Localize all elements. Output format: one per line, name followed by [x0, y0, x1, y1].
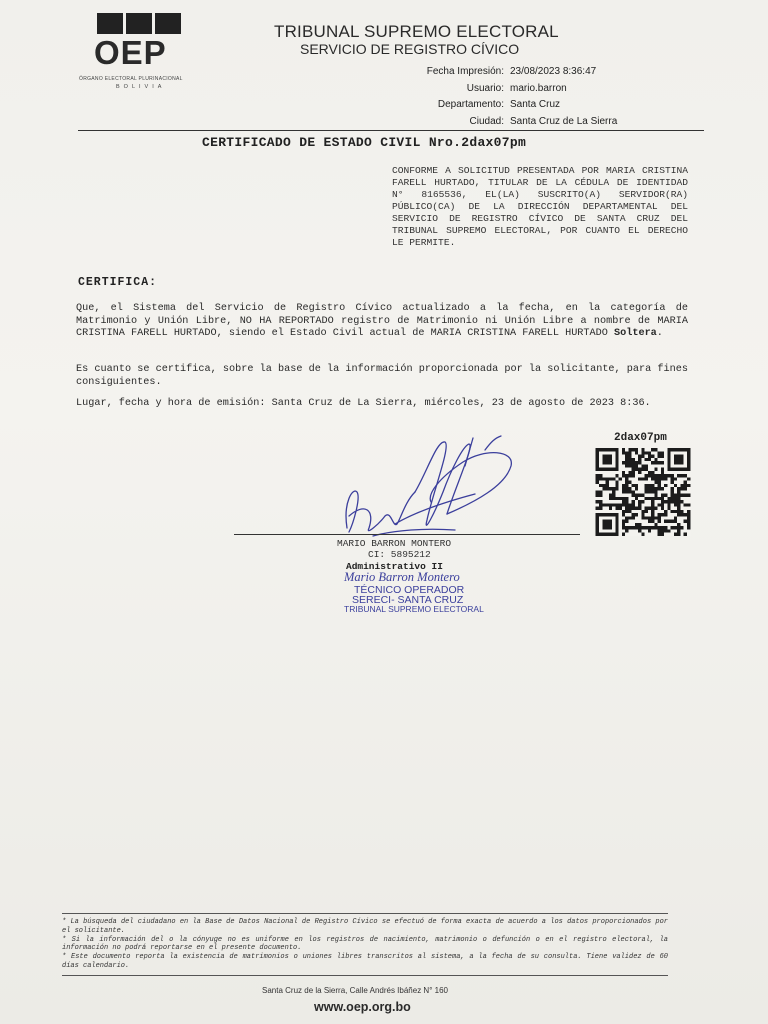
footnote-item: * Si la información del o la cónyuge no es uniforme en los registros de nacimiento, matrimonio o defunción o en el registro electoral, la información no podrá reportarse en el presente documento.: [62, 935, 668, 953]
footnote-item: * Este documento reporta la existencia de matrimonios o uniones libres transcritos al sistema, a la fecha de su consulta. Tiene validez de 60 días calendario.: [62, 953, 668, 970]
footer-website: www.oep.org.bo: [314, 1000, 411, 1014]
certification-end: .: [656, 328, 663, 339]
footnotes: [62, 918, 668, 971]
footnotes-divider-bottom: [62, 975, 668, 976]
signer-ci: CI: 5895212: [368, 549, 431, 560]
meta-value-usuario: mario.barron: [510, 83, 567, 94]
header-divider: [78, 130, 704, 131]
handwritten-signature-icon: [335, 432, 525, 544]
issue-place-date: Lugar, fecha y hora de emisión: Santa Cruz de La Sierra, miércoles, 23 de agosto de 2023 8:36.: [76, 398, 651, 409]
stamp-line2: SERECI- SANTA CRUZ: [352, 594, 464, 606]
signer-role: Administrativo II: [346, 561, 443, 572]
certification-text: Que, el Sistema del Servicio de Registro Cívico actualizado a la fecha, en la categoría de Matrimonio y Unión Libre, NO HA REPORTADO registro de Matrimonio ni Unión Libre a nombre de MARIA CRISTINA FARELL HURTADO, siendo el Estado Civil actual de MARIA CRISTINA FARELL HURTADO: [76, 303, 688, 339]
logo-subtitle: ÓRGANO ELECTORAL PLURINACIONAL: [79, 76, 183, 82]
signer-name: MARIO BARRON MONTERO: [337, 538, 452, 549]
certificate-title: CERTIFICADO DE ESTADO CIVIL Nro.2dax07pm: [202, 135, 527, 150]
meta-label-fecha: Fecha Impresión:: [426, 66, 504, 77]
org-subtitle: SERVICIO DE REGISTRO CÍVICO: [300, 41, 520, 57]
meta-label-usuario: Usuario:: [466, 83, 504, 94]
org-title: TRIBUNAL SUPREMO ELECTORAL: [274, 22, 559, 41]
footnotes-divider-top: [62, 913, 668, 914]
meta-label-departamento: Departamento:: [437, 99, 504, 110]
meta-value-ciudad: Santa Cruz de La Sierra: [510, 116, 618, 127]
conforme-paragraph: CONFORME A SOLICITUD PRESENTADA POR MARIA CRISTINA FARELL HURTADO, TITULAR DE LA CÉDULA DE IDENTIDAD N° 8165536, EL(LA) SUSCRITO(A) SERVIDOR(RA) PÚBLICO(CA) DE LA DIRECCIÓN DEPARTAMENTAL DEL SERVICIO DE REGISTRO CÍVICO DE SANTA CRUZ DEL TRIBUNAL SUPREMO ELECTORAL, POR CUANTO EL DERECHO LE PERMITE.: [392, 165, 688, 248]
logo-acronym: OEP: [94, 34, 167, 71]
qr-code-label: 2dax07pm: [614, 432, 667, 444]
qr-code-icon: [595, 448, 691, 536]
logo-bars-icon: [97, 13, 181, 34]
footer-address: Santa Cruz de la Sierra, Calle Andrés Ibáñez N° 160: [262, 986, 448, 995]
closing-paragraph: Es cuanto se certifica, sobre la base de la información proporcionada por la solicitante, para fines consiguientes.: [76, 364, 688, 388]
footnote-item: * La búsqueda del ciudadano en la Base de Datos Nacional de Registro Cívico se efectuó de forma exacta de acuerdo a los datos proporcionados por el solicitante.: [62, 918, 668, 935]
meta-label-ciudad: Ciudad:: [469, 116, 504, 127]
certification-paragraph: [76, 303, 688, 341]
stamp-line3: TRIBUNAL SUPREMO ELECTORAL: [344, 604, 484, 614]
logo-country: BOLIVIA: [116, 84, 166, 90]
meta-value-departamento: Santa Cruz: [510, 99, 561, 110]
signature-line: [234, 534, 580, 535]
stamp-line1: TÉCNICO OPERADOR: [354, 584, 465, 596]
meta-value-fecha: 23/08/2023 8:36:47: [510, 66, 597, 77]
certifica-heading: CERTIFICA:: [78, 276, 158, 289]
stamp-name: Mario Barron Montero: [344, 570, 460, 584]
civil-status: Soltera: [614, 328, 657, 339]
